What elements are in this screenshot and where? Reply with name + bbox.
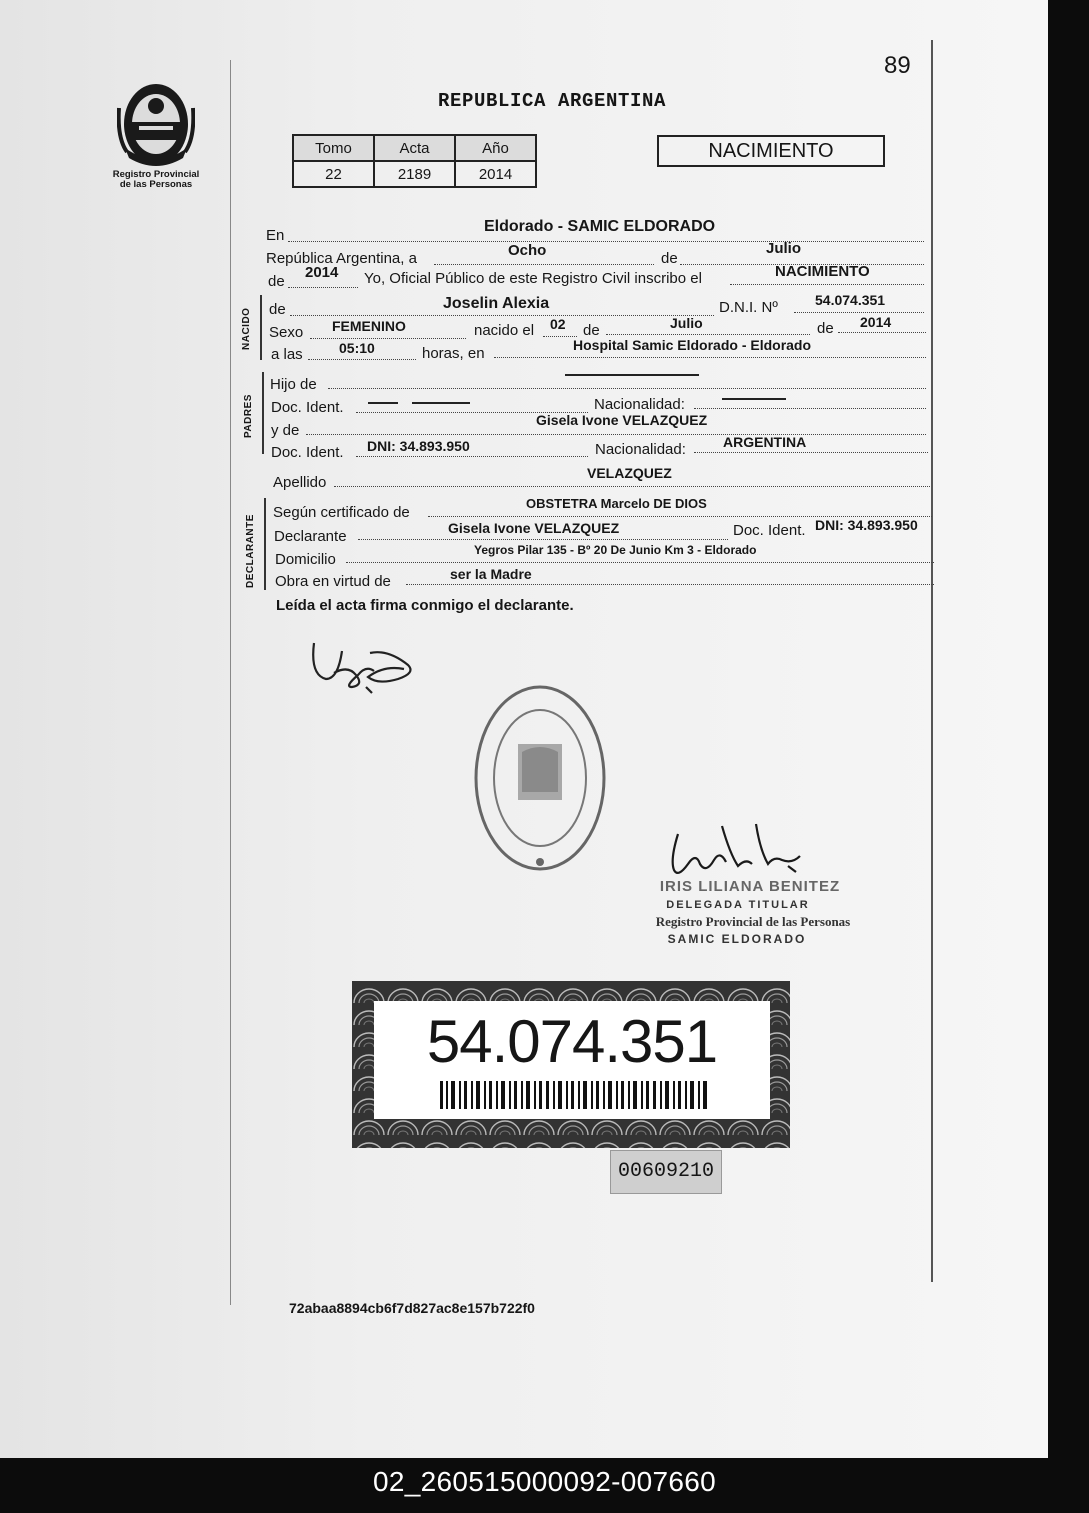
republica-label: República Argentina, a: [266, 250, 417, 267]
dotted-line: [308, 359, 416, 360]
dotted-line: [358, 539, 728, 540]
barcode-number: 54.074.351: [426, 1008, 718, 1075]
page-number: 89: [884, 52, 911, 79]
hijo-de-label: Hijo de: [270, 376, 317, 393]
section-label-declarante: DECLARANTE: [245, 514, 256, 588]
dotted-line: [838, 332, 926, 333]
obra-value: ser la Madre: [450, 566, 532, 582]
registry-seal-icon: [472, 682, 608, 874]
issuer-line-1: Registro Provincial: [112, 169, 200, 180]
birth-month-value: Julio: [670, 315, 703, 331]
apellido-value: VELAZQUEZ: [587, 465, 672, 481]
blank-dash: [565, 374, 699, 376]
domicilio-label: Domicilio: [275, 551, 336, 568]
closing-statement: Leída el acta firma conmigo el declarante.: [276, 597, 574, 614]
section-label-nacido: NACIDO: [241, 307, 252, 350]
dotted-line: [334, 486, 930, 487]
dotted-line: [356, 456, 588, 457]
scan-code: 02_260515000092-007660: [373, 1466, 716, 1497]
declarant-signature-icon: [308, 635, 423, 695]
reference-table: [292, 134, 537, 188]
declarante-doc-label: Doc. Ident.: [733, 522, 806, 539]
serial-number: 00609210: [610, 1150, 722, 1194]
official-role: DELEGADA TITULAR: [666, 899, 810, 911]
dotted-line: [288, 241, 924, 242]
official-name: IRIS LILIANA BENITEZ: [659, 878, 841, 895]
place-value: Eldorado - SAMIC ELDORADO: [484, 218, 716, 235]
birth-day-value: 02: [550, 316, 566, 332]
dotted-line: [290, 315, 714, 316]
act-type-box: NACIMIENTO: [657, 135, 885, 167]
en-label: En: [266, 227, 285, 244]
official-signature-icon: [660, 820, 808, 882]
mother-name-value: Gisela Ivone VELAZQUEZ: [536, 412, 708, 428]
document-title: REPUBLICA ARGENTINA: [438, 90, 667, 112]
apellido-label: Apellido: [273, 474, 327, 491]
doc1-label: Doc. Ident.: [271, 399, 344, 416]
act-word-value: NACIMIENTO: [775, 263, 870, 280]
nac2-label: Nacionalidad:: [595, 441, 686, 458]
year-value: 2014: [305, 264, 339, 281]
dotted-line: [543, 336, 577, 337]
dotted-line: [730, 284, 924, 285]
dotted-line: [328, 388, 926, 389]
de-label: de: [583, 322, 600, 339]
ref-header-tomo: Tomo: [293, 135, 374, 161]
section-bar: [260, 295, 262, 360]
horas-label: horas, en: [422, 345, 485, 362]
nacido-el-label: nacido el: [474, 322, 535, 339]
sexo-value: FEMENINO: [332, 318, 406, 334]
de-label: de: [817, 320, 834, 337]
dotted-line: [794, 312, 924, 313]
dni-label: D.N.I. Nº: [719, 299, 778, 316]
child-name-value: Joselin Alexia: [443, 295, 550, 312]
time-value: 05:10: [339, 340, 375, 356]
section-label-padres: PADRES: [243, 394, 254, 438]
issuer-line-2: de las Personas: [119, 179, 193, 190]
document-hash: 72abaa8894cb6f7d827ac8e157b722f0: [289, 1300, 535, 1316]
declarante-doc-value: DNI: 34.893.950: [815, 517, 918, 533]
dotted-line: [310, 338, 466, 339]
ref-header-acta: Acta: [374, 135, 455, 161]
a-las-label: a las: [271, 346, 303, 363]
right-margin-line: [931, 40, 933, 1282]
declarante-label: Declarante: [274, 528, 347, 545]
security-label: [352, 981, 790, 1148]
birth-place-value: Hospital Samic Eldorado - Eldorado: [573, 337, 812, 353]
section-bar: [264, 498, 266, 590]
section-bar: [262, 372, 264, 454]
dotted-line: [606, 334, 810, 335]
de-label: de: [661, 250, 678, 267]
dotted-line: [406, 584, 934, 585]
mother-nationality-value: ARGENTINA: [723, 434, 807, 450]
official-office: Registro Provincial de las Personas: [655, 914, 851, 929]
dotted-line: [694, 452, 928, 453]
dotted-line: [288, 287, 358, 288]
official-place: SAMIC ELDORADO: [667, 932, 807, 946]
obra-label: Obra en virtud de: [275, 573, 391, 590]
month-value: Julio: [766, 240, 802, 257]
y-de-label: y de: [271, 422, 300, 439]
yo-label: Yo, Oficial Público de este Registro Civil inscribo el: [364, 270, 702, 287]
coat-of-arms-icon: [117, 78, 195, 170]
blank-dash: [412, 402, 470, 404]
dotted-line: [346, 562, 934, 563]
day-word-value: Ocho: [508, 242, 547, 259]
de2-label: de: [268, 273, 285, 290]
segun-label: Según certificado de: [273, 504, 410, 521]
declarante-value: Gisela Ivone VELAZQUEZ: [448, 520, 620, 536]
barcode-icon: [440, 1081, 710, 1109]
child-dni-value: 54.074.351: [815, 292, 886, 308]
dotted-line: [694, 408, 926, 409]
left-margin-line: [230, 60, 231, 1305]
barcode-panel: [374, 1001, 770, 1119]
registry-emblem: [108, 78, 204, 190]
ref-header-anio: Año: [455, 135, 536, 161]
birth-year-value: 2014: [860, 314, 892, 330]
ref-value-acta: 2189: [374, 161, 455, 187]
domicilio-value: Yegros Pilar 135 - Bº 20 De Junio Km 3 - Eldorado: [474, 543, 757, 557]
certificado-value: OBSTETRA Marcelo DE DIOS: [526, 496, 707, 511]
dotted-line: [306, 434, 926, 435]
blank-dash: [368, 402, 398, 404]
mother-doc-value: DNI: 34.893.950: [367, 438, 470, 454]
ref-value-tomo: 22: [293, 161, 374, 187]
dotted-line: [494, 357, 926, 358]
sexo-label: Sexo: [269, 324, 304, 341]
nac1-label: Nacionalidad:: [594, 396, 685, 413]
doc2-label: Doc. Ident.: [271, 444, 344, 461]
nacido-de-label: de: [269, 301, 286, 318]
ref-value-anio: 2014: [455, 161, 536, 187]
blank-dash: [722, 398, 786, 400]
dotted-line: [434, 264, 654, 265]
